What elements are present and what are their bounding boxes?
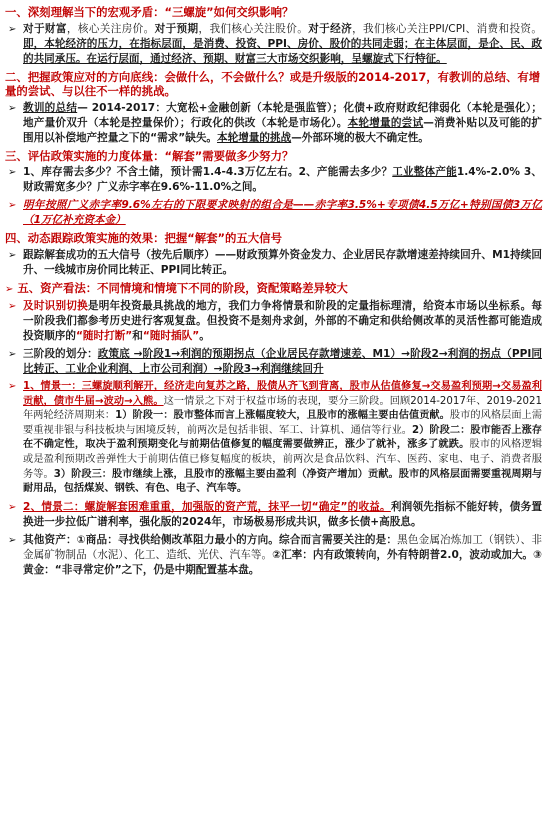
arrow-bullet-icon: ➢: [8, 23, 17, 35]
paragraph-policy-lessons: ➢ 教训的总结— 2014-2017：大宽松+金融创新（本轮是强监管）；化债+政府财政纪律弱化（本轮是强化）；地产量价双升（本轮是控量保价）；行政化的供改（本轮是市场化）。本轮增量的尝试—消费补贴以及可能的扩围用以补偿地产控量之下的“需求”缺失。本轮增量的挑战—外部环境的极大不确定性。: [8, 101, 542, 144]
paragraph-policy-size: ➢ 1、库存需去多少？不含土储，预计需1.4-4.3万亿左右。2、产能需去多少？工业整体产能1.4%-2.0% 3、财政需宽多少？广义赤字率在9.6%-11.0%之间。: [8, 166, 543, 193]
arrow-bullet-icon: ➢: [8, 301, 17, 312]
section-heading-4: 四、动态跟踪政策实施的效果：把握“解套”的五大信号: [5, 231, 282, 245]
arrow-bullet-icon: ➢: [8, 167, 17, 178]
paragraph-scenario-two: ➢ 2、情景二：螺旋解套困难重重，加强版的资产荒，抹平一切“确定”的收益。利润领先指标不能好转，债务置换进一步拉低广谱利率，强化版的2024年，市场极易形成共识，做多长债+高股息。: [8, 500, 543, 528]
arrow-bullet-icon: ➢: [8, 200, 17, 211]
paragraph-other-assets: ➢ 其他资产：①商品：寻找供给侧改革阻力最小的方向。综合而言需要关注的是：黑色金属冶炼加工（钢铁）、非金属矿物制品（水泥）、化工、造纸、光伏、汽车等。②汇率：内有政策转向，外有特朗普2.0，波动或加大。③黄金：“非寻常定价”之下，仍是中期配置基本盘。: [8, 533, 543, 576]
arrow-bullet-icon: ➢: [8, 501, 17, 513]
paragraph-five-signals: ➢ 跟踪解套成功的五大信号（按先后顺序）——财政预算外资金发力、企业居民存款增速差持续回升、M1持续回升、一线城市房价同比转正、PPI同比转正。: [8, 248, 542, 276]
arrow-bullet-icon: ➢: [8, 534, 17, 546]
arrow-bullet-icon: ➢: [8, 249, 17, 261]
paragraph-scenario-one: ➢ 1、情景一：三螺旋顺利解开，经济走向复苏之路，股债从齐飞到背离，股市从估值修复→交易盈利预期→交易盈利贡献，债市牛届→波动→入熊。这一情景之下对于权益市场的表现，要分三阶段。回顾2014-2017年、2019-2021年两轮经济周期来：1）阶段一：股市整体而言上涨幅度较大，且股市的涨幅主要由估值贡献。股市的风格层面上需要重视非银与科技板块与困境反转，前两次是包括非银、军工、计算机、通信等行业。2）阶段二：股市能否上涨存在不确定性，取决于盈利预期变化与前期估值修复的幅度需要做辨正，涨少了就补，涨多了就跌。股市的风格逻辑或是盈利预期改善弹性大于前期估值已修复幅度的板块，前两次是食品饮料、汽车、医药、家电、电子、消费者服务等。3）阶段三：股市继续上涨，且股市的涨幅主要由盈利（净资产增加）贡献。股市的风格层面需要重视周期与耐用品，包括煤炭、钢铁、有色、电子、汽车等。: [8, 381, 543, 495]
paragraph-three-stages: ➢ 三阶段的划分：政策底 →阶段1→利润的预期拐点（企业居民存款增速差、M1）→阶段2→利润的拐点（PPI同比转正、工业企业利润、上市公司利润）→阶段3→利润继续回升: [8, 348, 543, 375]
section-heading-1: 一、深刻理解当下的宏观矛盾：“三螺旋”如何交织影响？: [5, 5, 294, 19]
section-heading-2: 二、把握政策应对的方向底线：会做什么，不会做什么？或是升级版的2014-2017，有教训的总结、有增量的尝试、与以往不一样的挑战。: [5, 69, 541, 98]
arrow-bullet-icon: ➢: [8, 102, 17, 114]
arrow-bullet-icon: ➢: [8, 381, 17, 392]
arrow-bullet-icon: ➢: [5, 283, 14, 295]
paragraph-deficit-mapping: ➢ 明年按照广义赤字率9.6%左右的下限要求映射的组合是——赤字率3.5%+专项债4.5万亿+特别国债3万亿（1万亿补充资本金）: [8, 199, 542, 226]
arrow-bullet-icon: ➢: [8, 349, 17, 360]
paragraph-macro-contradiction: ➢ 对于财富，核心关注房价。对于预期，我们核心关注股价。对于经济，我们核心关注PPI/CPI、消费和投资。即，本轮经济的压力，在指标层面，是消费、投资、PPI、房价、股价的共同走弱；在主体层面，是企、民、政的共同承压。在运行层面，通过经济、预期、财富三大市场交织影响，呈螺旋式下行特征。: [8, 22, 542, 65]
paragraph-switch-identification: ➢ 及时识别切换是明年投资最具挑战的地方，我们力争将情景和阶段的定量指标理清，给资本市场以坐标系。每一阶段我们都参考历史进行客观复盘。但投资不是刻舟求剑，外部的不确定和供给侧改革的灵活性都可能造成投资顺序的“随时打断”和“随时插队”。: [8, 300, 542, 342]
section-heading-5: ➢ 五、资产看法：不同情境和情境下不同的阶段，资配策略差异较大: [5, 280, 348, 295]
section-heading-3: 三、评估政策实施的力度体量：“解套”需要做多少努力？: [5, 148, 294, 163]
